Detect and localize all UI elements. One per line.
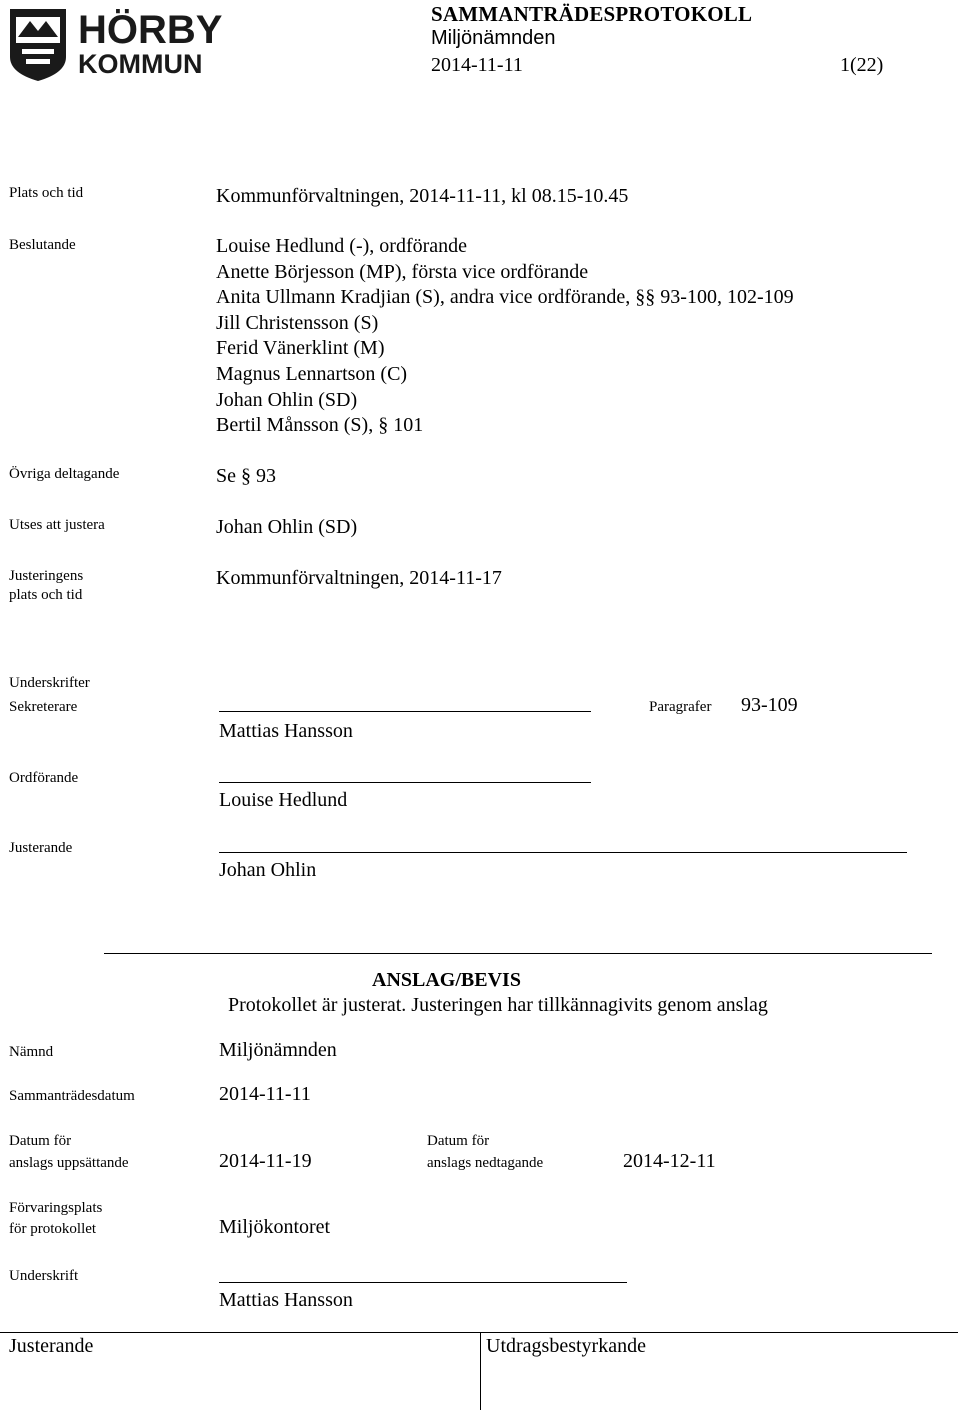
adjust-label-2: plats och tid	[9, 587, 83, 603]
place-label: Plats och tid	[9, 185, 84, 201]
notice-text: Protokollet är justerat. Justeringen har tillkännagivits genom anslag	[228, 994, 768, 1016]
meeting-date-label: Sammanträdesdatum	[9, 1088, 135, 1104]
header-date: 2014-11-11	[431, 54, 523, 76]
list-item: Anette Börjesson (MP), första vice ordförande	[216, 260, 589, 283]
adjuster-signature-line	[219, 852, 907, 853]
adjuster-label: Justerande	[9, 840, 73, 856]
footer-divider	[480, 1332, 481, 1410]
footer-adjuster-label: Justerande	[9, 1335, 94, 1357]
posted-value: 2014-11-19	[219, 1150, 312, 1172]
municipality-logo	[8, 7, 223, 83]
secretary-signature-line	[219, 711, 591, 712]
others-label: Övriga deltagande	[9, 466, 120, 482]
notice-heading: ANSLAG/BEVIS	[372, 969, 521, 991]
list-item: Anita Ullmann Kradjian (S), andra vice ordförande, §§ 93-100, 102-109	[216, 286, 794, 309]
removed-label-2: anslags nedtagande	[427, 1155, 544, 1171]
logo-line2: KOMMUN	[78, 49, 203, 79]
document-title: SAMMANTRÄDESPROTOKOLL	[431, 2, 753, 26]
list-item: Louise Hedlund (-), ordförande	[216, 235, 468, 257]
decision-label: Beslutande	[9, 237, 76, 253]
member-list	[216, 234, 794, 439]
removed-label-1: Datum för	[427, 1133, 490, 1149]
coat-of-arms-icon	[8, 7, 223, 83]
list-item: Magnus Lennartson (C)	[216, 362, 408, 385]
board-label: Nämnd	[9, 1044, 54, 1060]
posted-label-2: anslags uppsättande	[9, 1155, 129, 1171]
chair-signature-line	[219, 782, 591, 783]
page-number: 1(22)	[840, 54, 884, 76]
signatures-heading: Underskrifter	[9, 675, 90, 691]
chair-name: Louise Hedlund	[219, 789, 348, 811]
footer-top-line	[0, 1332, 958, 1333]
secretary-label: Sekreterare	[9, 699, 78, 715]
footer-certification-label: Utdragsbestyrkande	[486, 1335, 646, 1357]
storage-value: Miljökontoret	[219, 1216, 331, 1238]
adjust-label-1: Justeringens	[9, 568, 84, 584]
list-item: Ferid Vänerklint (M)	[216, 337, 385, 360]
list-item: Jill Christensson (S)	[216, 311, 379, 334]
board-value: Miljönämnden	[219, 1039, 337, 1061]
storage-label-1: Förvaringsplats	[9, 1200, 103, 1216]
storage-label-2: för protokollet	[9, 1221, 97, 1237]
header-committee: Miljönämnden	[431, 27, 556, 49]
appointed-label: Utses att justera	[9, 517, 105, 533]
paragraphs-label: Paragrafer	[649, 699, 712, 715]
logo-line1: HÖRBY	[78, 8, 223, 52]
posted-label-1: Datum för	[9, 1133, 72, 1149]
removed-value: 2014-12-11	[623, 1150, 716, 1172]
adjust-value: Kommunförvaltningen, 2014-11-17	[216, 567, 502, 589]
paragraphs-value: 93-109	[741, 694, 798, 716]
appointed-value: Johan Ohlin (SD)	[216, 516, 358, 538]
adjuster-name: Johan Ohlin	[219, 859, 317, 881]
place-value: Kommunförvaltningen, 2014-11-11, kl 08.15-10.45	[216, 185, 629, 207]
signature-name: Mattias Hansson	[219, 1289, 353, 1311]
section-divider	[104, 953, 932, 954]
signature-line	[219, 1282, 627, 1283]
secretary-name: Mattias Hansson	[219, 720, 353, 742]
list-item: Bertil Månsson (S), § 101	[216, 414, 424, 437]
others-value: Se § 93	[216, 465, 276, 487]
signature-label: Underskrift	[9, 1268, 79, 1284]
list-item: Johan Ohlin (SD)	[216, 388, 358, 411]
meeting-date-value: 2014-11-11	[219, 1083, 311, 1105]
chair-label: Ordförande	[9, 770, 79, 786]
